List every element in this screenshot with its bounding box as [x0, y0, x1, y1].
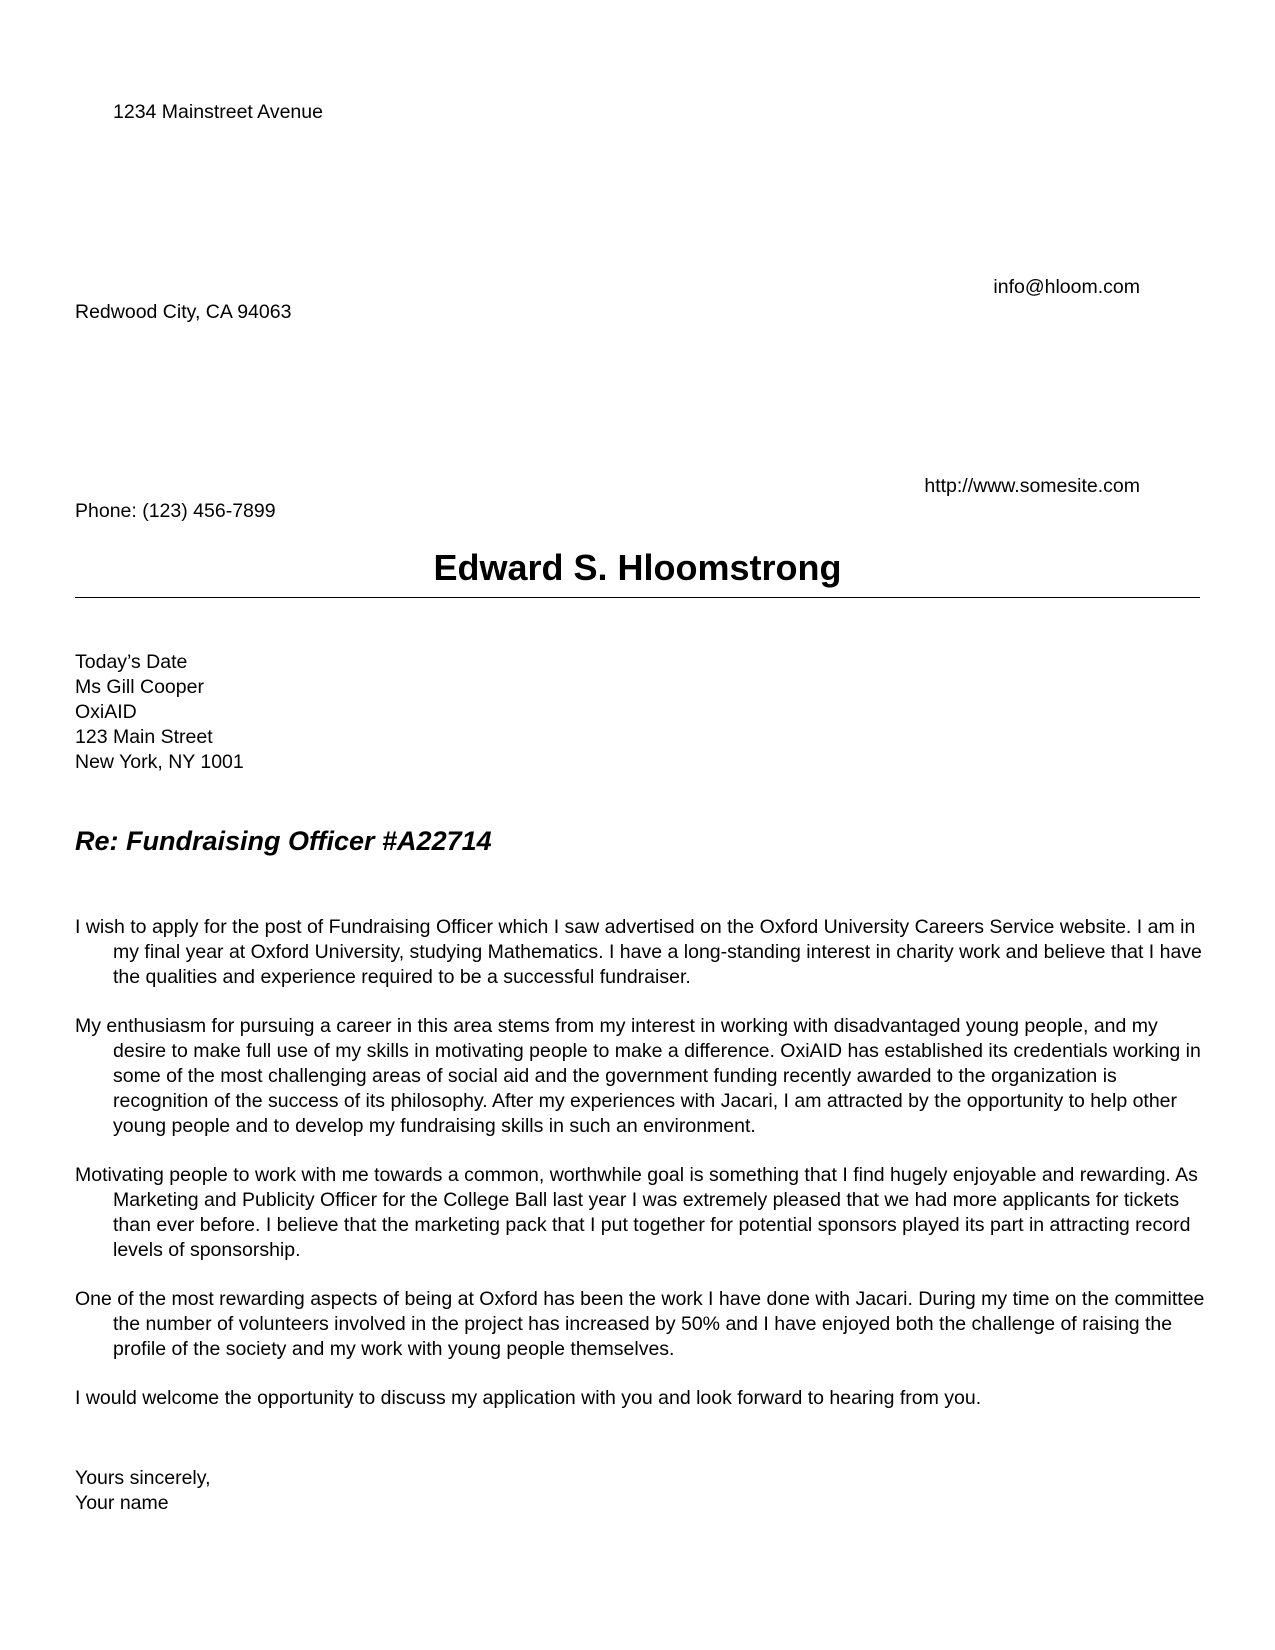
letter-date: Today’s Date [75, 651, 188, 673]
recipient-organization: OxiAID [75, 701, 137, 723]
closing-signature: Your name [75, 1492, 169, 1514]
closing-block [75, 1466, 210, 1516]
letter-body [75, 915, 1205, 1435]
sender-website: http://www.somesite.com [924, 475, 1140, 497]
recipient-city: New York, NY 1001 [75, 751, 244, 773]
recipient-block [75, 650, 244, 775]
sender-address-line1: 1234 Mainstreet Avenue [113, 101, 323, 123]
body-paragraph: My enthusiasm for pursuing a career in this area stems from my interest in working with disadvantaged young people, and my desire to make full use of my skills in motivating people to make a difference. OxiAID has established its credentials working in some of the most challenging areas of social aid and the government funding recently awarded to the organization is recognition of the success of its philosophy. After my experiences with Jacari, I am attracted by the opportunity to help other young people and to develop my fundraising skills in such an environment. [75, 1015, 1201, 1137]
recipient-name: Ms Gill Cooper [75, 676, 204, 698]
sender-address-line2: Redwood City, CA 94063 [75, 301, 292, 323]
body-paragraph: One of the most rewarding aspects of being at Oxford has been the work I have done with Jacari. During my time on the committee the number of volunteers involved in the project has increased by 50% and I have enjoyed both the challenge of raising the profile of the society and my work with young people themselves. [75, 1288, 1205, 1360]
sender-phone: Phone: (123) 456-7899 [75, 500, 276, 522]
recipient-street: 123 Main Street [75, 726, 213, 748]
subject-line: Re: Fundraising Officer #A22714 [75, 826, 492, 856]
body-paragraph: Motivating people to work with me towards a common, worthwhile goal is something that I find hugely enjoyable and rewarding. As Marketing and Publicity Officer for the College Ball last year I was extremely pleased that we had more applicants for tickets than ever before. I believe that the marketing pack that I put together for potential sponsors played its part in attracting record levels of sponsorship. [75, 1164, 1198, 1261]
sender-name-heading: Edward S. Hloomstrong [433, 547, 842, 588]
body-paragraph: I wish to apply for the post of Fundraising Officer which I saw advertised on the Oxford University Careers Service website. I am in my final year at Oxford University, studying Mathematics. I have a long-standing interest in charity work and believe that I have the qualities and experience required to be a successful fundraiser. [75, 916, 1202, 988]
body-paragraph: I would welcome the opportunity to discuss my application with you and look forward to hearing from you. [75, 1387, 982, 1409]
header-divider [75, 597, 1200, 598]
closing-salutation: Yours sincerely, [75, 1467, 211, 1489]
sender-email: info@hloom.com [993, 276, 1140, 298]
